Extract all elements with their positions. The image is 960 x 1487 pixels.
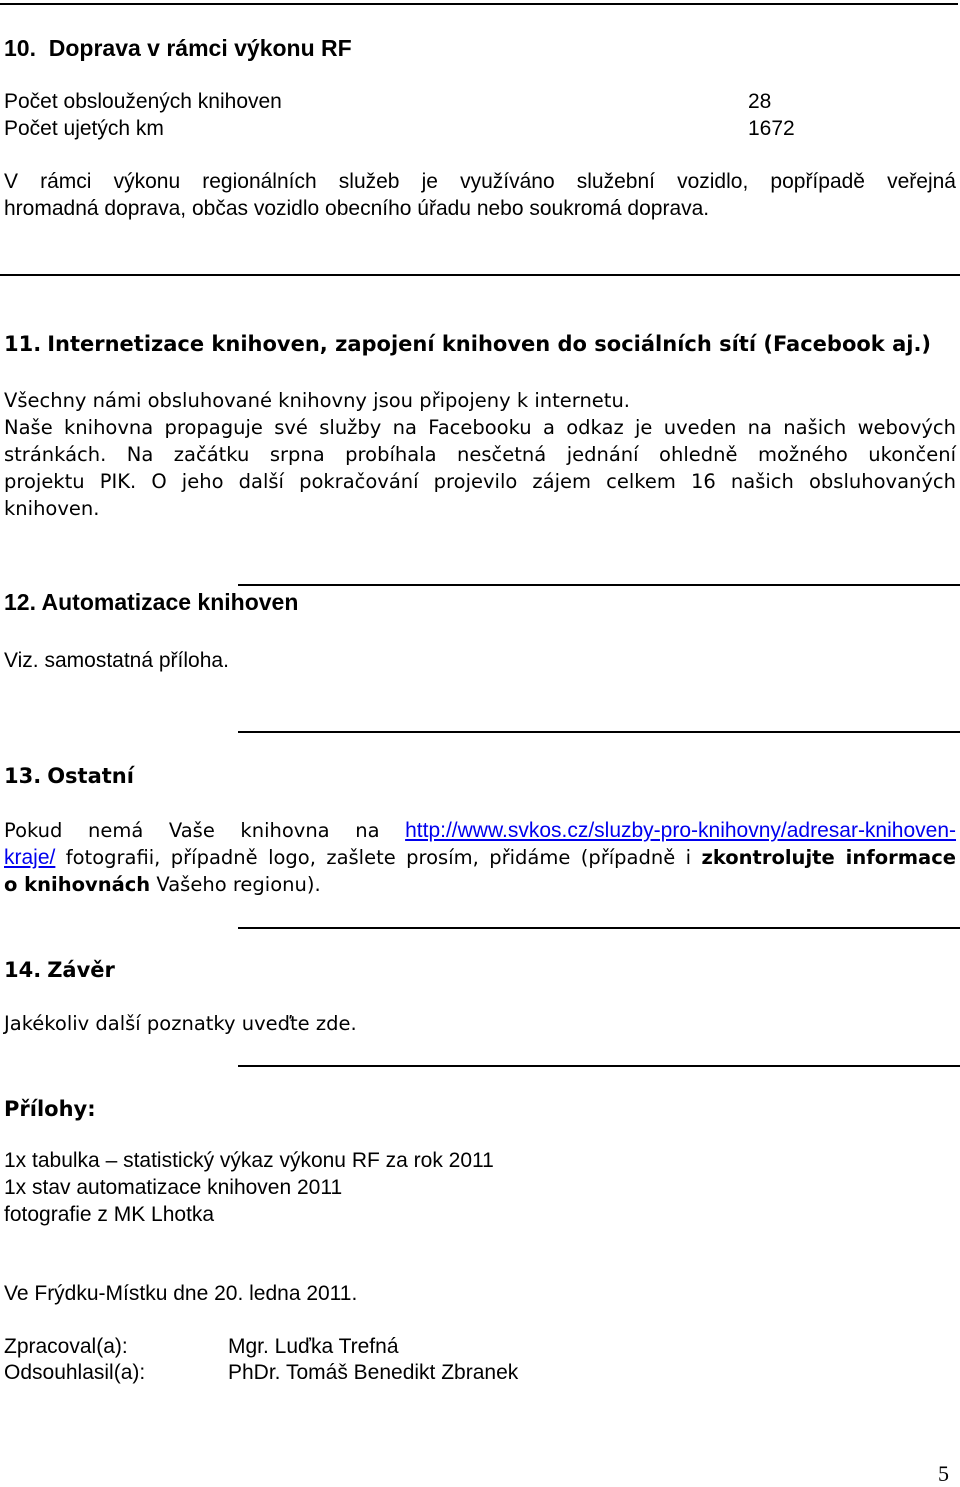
section-title: Internetizace knihoven, zapojení knihoven do sociálních sítí (Facebook aj.) [47, 332, 932, 356]
signature-name-approved: PhDr. Tomáš Benedikt Zbranek [228, 1361, 519, 1384]
divider [238, 927, 960, 929]
signature-name-prepared: Mgr. Luďka Trefná [228, 1335, 399, 1358]
section-14-heading [4, 956, 115, 984]
para-line: knihoven. [4, 497, 100, 520]
section-10-heading: 10. Doprava v rámci výkonu RF [4, 35, 352, 61]
para-text: Pokud nemá Vaše knihovna na [4, 819, 380, 842]
signature-label-approved: Odsouhlasil(a): [4, 1361, 146, 1384]
top-rule [0, 3, 958, 5]
page-number: 5 [938, 1461, 949, 1486]
section-13-heading [4, 762, 134, 790]
address-directory-link[interactable]: http://www.svkos.cz/sluzby-pro-knihovny/adresar-knihoven- [405, 819, 956, 842]
para-line: Všechny námi obsluhované knihovny jsou připojeny k internetu. [4, 389, 631, 412]
section-14-text: Jakékoliv další poznatky uveďte zde. [4, 1012, 357, 1035]
para-line [4, 844, 956, 871]
para-text: Vašeho regionu). [150, 873, 321, 896]
para-text: fotografii, případně logo, zašlete prosím, přidáme (případně i [55, 846, 702, 869]
divider [238, 731, 960, 733]
attachment-item: 1x tabulka – statistický výkaz výkonu RF za rok 2011 [4, 1149, 494, 1172]
stat-value-km: 1672 [748, 117, 795, 140]
section-number: 13. [4, 764, 42, 788]
place-and-date: Ve Frýdku-Místku dne 20. ledna 2011. [4, 1282, 358, 1305]
section-10-paragraph [4, 168, 956, 222]
stat-value-libraries: 28 [748, 90, 772, 113]
section-title: Ostatní [47, 764, 134, 788]
section-11-paragraph [4, 387, 956, 522]
section-12-heading: 12. Automatizace knihoven [4, 589, 299, 615]
para-line: hromadná doprava, občas vozidlo obecního úřadu nebo soukromá doprava. [4, 197, 710, 220]
para-bold-text: zkontrolujte informace [701, 846, 956, 869]
stat-label-km: Počet ujetých km [4, 117, 164, 140]
para-line: Naše knihovna propaguje své služby na Facebooku a odkaz je uveden na našich webových [4, 416, 956, 439]
para-line [4, 871, 956, 898]
section-13-paragraph [4, 817, 956, 898]
attachments-heading: Přílohy: [4, 1097, 96, 1121]
divider [238, 584, 960, 586]
para-line [4, 817, 956, 844]
para-bold-text: o knihovnách [4, 873, 151, 896]
signature-label-prepared: Zpracoval(a): [4, 1335, 128, 1358]
para-line: stránkách. Na začátku srpna probíhala nesčetná jednání ohledně možného ukončení [4, 443, 956, 466]
section-11-heading [4, 330, 931, 358]
attachment-item: 1x stav automatizace knihoven 2011 [4, 1176, 343, 1199]
address-directory-link-continued[interactable]: kraje/ [4, 846, 56, 869]
para-line: V rámci výkonu regionálních služeb je využíváno služební vozidlo, popřípadě veřejná [4, 170, 956, 193]
section-12-text: Viz. samostatná příloha. [4, 649, 229, 672]
stat-label-libraries: Počet obsloužených knihoven [4, 90, 282, 113]
para-line: projektu PIK. O jeho další pokračování projevilo zájem celkem 16 našich obsluhovaných [4, 470, 956, 493]
section-number: 14. [4, 958, 42, 982]
divider [0, 274, 960, 276]
divider [238, 1065, 960, 1067]
section-title: Závěr [47, 958, 115, 982]
attachment-item: fotografie z MK Lhotka [4, 1203, 215, 1226]
section-number: 11. [4, 332, 42, 356]
